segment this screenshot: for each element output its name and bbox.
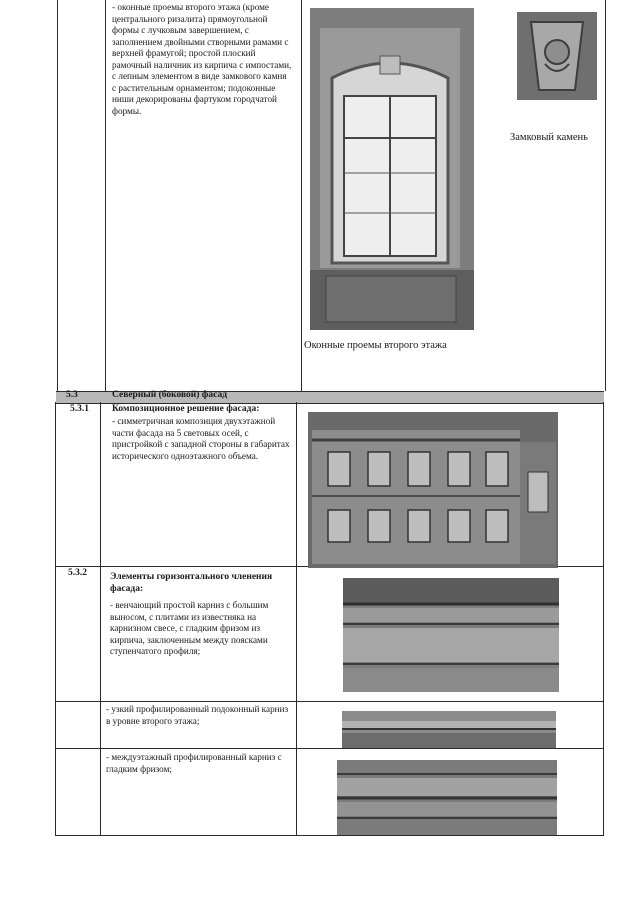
facade-photo	[308, 412, 558, 568]
row-5-3-2-text-a: - венчающий простой карниз с большим выносом, с плитами из известняка на карнизном свесе, с гладким фризом из кирпича, заключенным между поясками ступенчатого профиля;	[110, 600, 269, 656]
table-col-divider-2-lower	[296, 402, 297, 836]
table-col-divider-1-lower	[100, 402, 101, 836]
row-5-3-1-text: - симметричная композиция двухэтажной части фасада на 5 световых осей, с пристройкой с западной стороны в габаритах исторического одноэтажного объема.	[112, 416, 290, 461]
table-border-bottom	[55, 835, 603, 836]
cornice-photo-bottom	[337, 760, 557, 835]
window-photo	[310, 8, 474, 330]
section-5-3-number: 5.3	[66, 390, 78, 400]
windows-caption: Оконные проемы второго этажа	[304, 340, 447, 351]
row-5-3-2-number: 5.3.2	[68, 568, 87, 578]
window-description: - оконные проемы второго этажа (кроме центрального ризалита) прямоугольной формы с лучковым завершением, с заполнением двойными створными рамами с верхней фрамугой; простой плоский рамочный наличник из кирпича с импостами, с лепным элементом в виде замкового камня с растительным орнаментом; подоконные ниши декорированы фартуком городчатой формы.	[112, 2, 292, 116]
cornice-photo-middle	[342, 711, 556, 748]
cornice-photo-top	[343, 578, 559, 692]
row-5-3-1-number: 5.3.1	[70, 404, 89, 414]
section-5-3-title: Северный (боковой) фасад	[112, 390, 228, 400]
row-divider-b	[55, 701, 603, 702]
keystone-photo	[517, 12, 597, 100]
table-col-divider-2-upper	[301, 0, 302, 391]
row-divider-c	[55, 748, 603, 749]
row-5-3-2-text-b: - узкий профилированный подоконный карниз в уровне второго этажа;	[106, 704, 289, 726]
row-5-3-2-text-c: - междуэтажный профилированный карниз с гладким фризом;	[106, 752, 282, 774]
table-col-divider-1-upper	[105, 0, 106, 391]
row-5-3-1-heading: Композиционное решение фасада:	[112, 404, 260, 414]
row-5-3-2-heading: Элементы горизонтального членения фасада:	[110, 572, 273, 594]
table-border-left-upper	[57, 0, 58, 391]
table-border-right-lower	[603, 402, 604, 836]
keystone-caption: Замковый камень	[510, 132, 588, 143]
table-border-right-upper	[605, 0, 606, 391]
table-border-left-lower	[55, 402, 56, 836]
